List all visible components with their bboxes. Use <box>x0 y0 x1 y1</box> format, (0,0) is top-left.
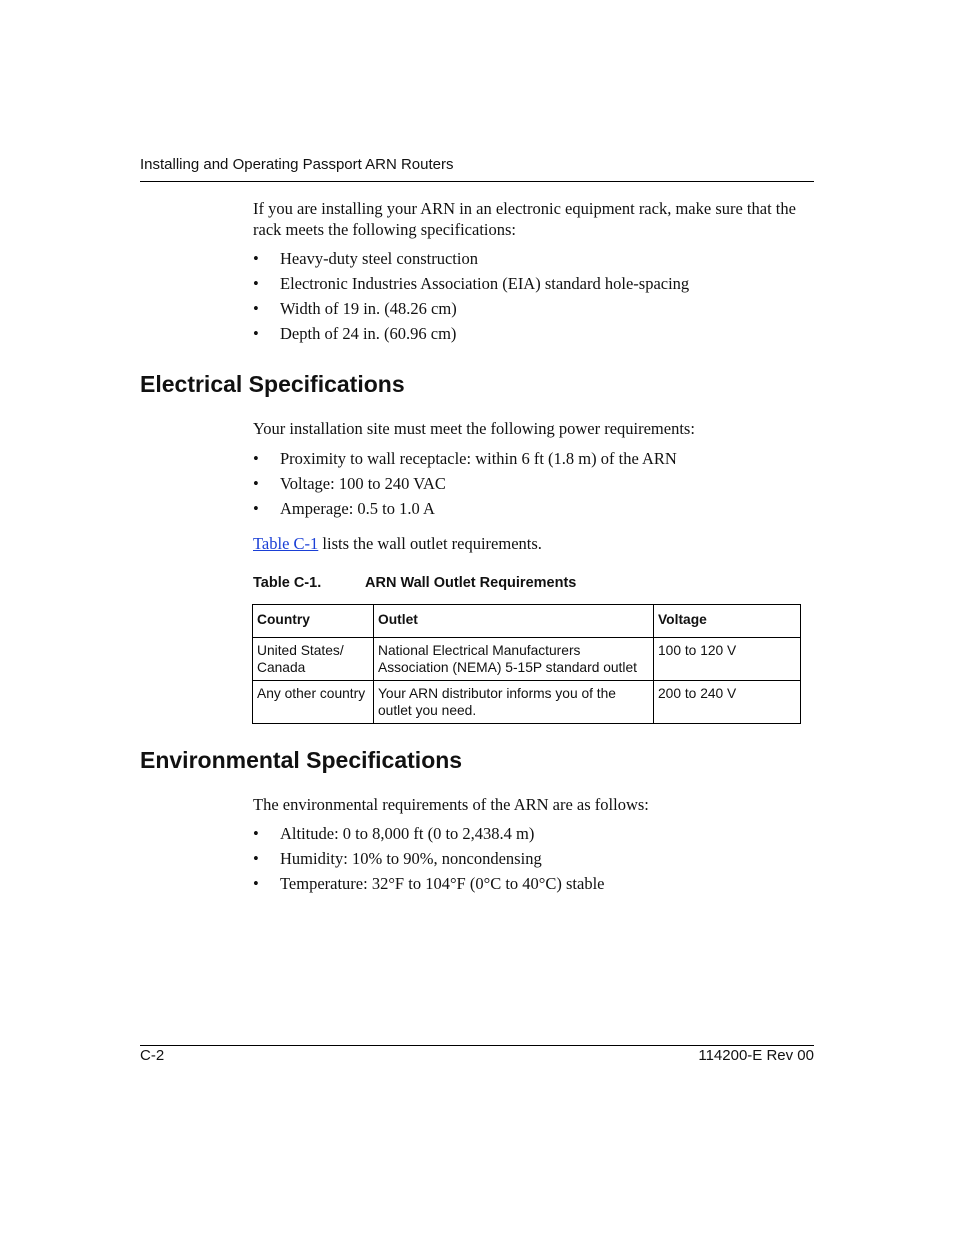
cell-voltage: 100 to 120 V <box>654 638 801 681</box>
header-outlet: Outlet <box>374 605 654 638</box>
table-reference <box>253 533 542 554</box>
table-row <box>253 681 801 724</box>
footer-rule <box>140 1045 814 1046</box>
list-item: • Amperage: 0.5 to 1.0 A <box>253 496 677 521</box>
list-item: • Electronic Industries Association (EIA) standard hole-spacing <box>253 271 689 296</box>
table-caption-number: Table C-1. <box>253 575 322 591</box>
list-item: • Proximity to wall receptacle: within 6 ft (1.8 m) of the ARN <box>253 446 677 471</box>
cell-country: United States/ Canada <box>253 638 374 681</box>
electrical-bullet-list <box>253 446 677 521</box>
list-item: • Voltage: 100 to 240 VAC <box>253 471 677 496</box>
wall-outlet-table <box>252 604 801 724</box>
cell-voltage: 200 to 240 V <box>654 681 801 724</box>
table-header-row <box>253 605 801 638</box>
cell-country: Any other country <box>253 681 374 724</box>
table-row <box>253 638 801 681</box>
cell-outlet: Your ARN distributor informs you of the outlet you need. <box>374 681 654 724</box>
table-reference-text: lists the wall outlet requirements. <box>318 534 542 553</box>
rack-intro: If you are installing your ARN in an electronic equipment rack, make sure that the rack meets the following specifications: <box>253 199 796 239</box>
list-item: • Altitude: 0 to 8,000 ft (0 to 2,438.4 m) <box>253 821 605 846</box>
page-number: C-2 <box>140 1047 165 1064</box>
electrical-heading: Electrical Specifications <box>140 371 405 397</box>
list-item: • Width of 19 in. (48.26 cm) <box>253 296 689 321</box>
header-voltage: Voltage <box>654 605 801 638</box>
list-item: • Temperature: 32°F to 104°F (0°C to 40°C) stable <box>253 871 605 896</box>
electrical-intro: Your installation site must meet the following power requirements: <box>253 419 695 438</box>
rack-bullet-list <box>253 246 689 346</box>
environmental-intro: The environmental requirements of the ARN are as follows: <box>253 795 649 814</box>
header-country: Country <box>253 605 374 638</box>
document-id: 114200-E Rev 00 <box>698 1047 814 1064</box>
table-caption <box>253 575 576 591</box>
environmental-heading: Environmental Specifications <box>140 747 463 773</box>
list-item: • Heavy-duty steel construction <box>253 246 689 271</box>
table-c1-link[interactable]: Table C-1 <box>253 534 319 553</box>
running-header: Installing and Operating Passport ARN Routers <box>140 156 454 173</box>
cell-outlet: National Electrical Manufacturers Association (NEMA) 5-15P standard outlet <box>374 638 654 681</box>
list-item: • Humidity: 10% to 90%, noncondensing <box>253 846 605 871</box>
environmental-bullet-list <box>253 821 605 896</box>
header-rule <box>140 181 814 182</box>
list-item: • Depth of 24 in. (60.96 cm) <box>253 321 689 346</box>
table-caption-title: ARN Wall Outlet Requirements <box>365 575 577 591</box>
